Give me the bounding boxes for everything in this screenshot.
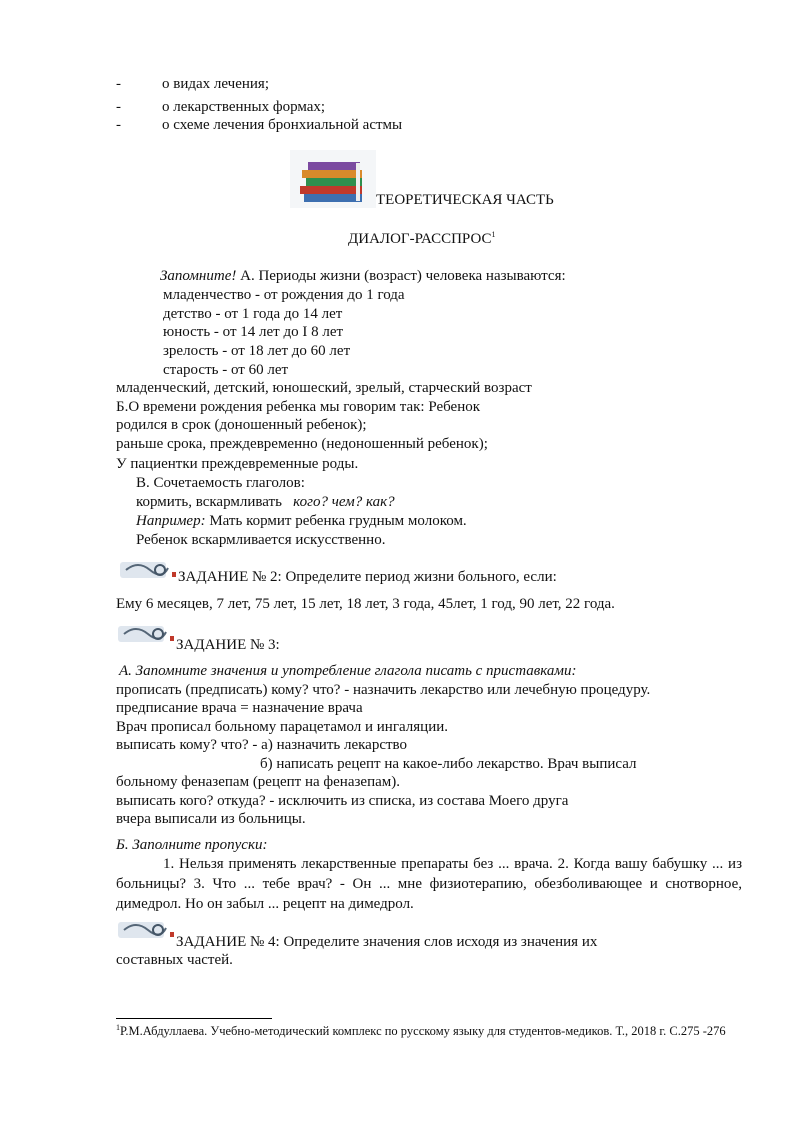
task3-a: А. Запомните значения и употребление глагола писать с приставками:: [119, 663, 577, 679]
ages-line: младенческий, детский, юношеский, зрелый, старческий возраст: [116, 380, 532, 396]
verbs-line: [136, 493, 395, 511]
example-line-2: Ребенок вскармливается искусственно.: [136, 532, 386, 548]
example-text: Мать кормит ребенка грудным молоком.: [205, 513, 467, 529]
birth-line: родился в срок (доношенный ребенок);: [116, 417, 367, 433]
footnote-ref: 1: [491, 230, 496, 239]
task3-line: вчера выписали из больницы.: [116, 811, 306, 827]
bullet-text: о схеме лечения бронхиальной астмы: [162, 117, 403, 133]
birth-line: У пациентки преждевременные роды.: [116, 456, 359, 472]
period-item: старость - от 60 лет: [163, 362, 289, 378]
verbs-title: В. Сочетаемость глаголов:: [136, 475, 305, 491]
task3-line: выписать кому? что? - а) назначить лекарство: [116, 737, 408, 753]
footnote-number: 1: [116, 1022, 120, 1032]
task3-line: предписание врача = назначение врача: [116, 700, 363, 716]
bullet-dash: -: [116, 117, 121, 133]
section-title: ТЕОРЕТИЧЕСКАЯ ЧАСТЬ: [376, 192, 554, 208]
verbs-plain: кормить, вскармливать: [136, 494, 294, 510]
bullet-text: о лекарственных формах;: [162, 99, 326, 115]
bullet-dash: -: [116, 99, 121, 115]
period-item: детство - от 1 года до 14 лет: [163, 306, 343, 322]
period-item: юность - от 14 лет до I 8 лет: [163, 324, 344, 340]
task2-text: Ему 6 месяцев, 7 лет, 75 лет, 15 лет, 18 лет, 3 года, 45лет, 1 год, 90 лет, 22 года.: [116, 596, 615, 612]
dialog-title-text: ДИАЛОГ-РАССПРОС: [348, 231, 492, 247]
footnote-text: Р.М.Абдуллаева. Учебно-методический комплекс по русскому языку для студентов-медиков. Т., 2018 г. С.275 -276: [120, 1024, 726, 1038]
task3-title: ЗАДАНИЕ № 3:: [176, 637, 280, 653]
books-stack-icon: [290, 150, 376, 208]
task4-line2: составных частей.: [116, 952, 233, 968]
footnote: [116, 1023, 746, 1040]
example-lead: Например:: [136, 513, 206, 529]
period-item: младенчество - от рождения до 1 года: [163, 287, 405, 303]
remember-text: А. Периоды жизни (возраст) человека называются:: [236, 268, 566, 284]
bullet-dash: -: [116, 76, 121, 92]
stethoscope-icon: [118, 620, 176, 648]
footnote-divider: [116, 1018, 272, 1019]
verbs-questions: кого? чем? как?: [293, 494, 395, 510]
task3-line: б) написать рецепт на какое-либо лекарство. Врач выписал: [260, 756, 637, 772]
task3-line: прописать (предписать) кому? что? - назначить лекарство или лечебную процедуру.: [116, 682, 651, 698]
task3-line: выписать кого? откуда? - исключить из списка, из состава Моего друга: [116, 793, 569, 809]
task4-title: ЗАДАНИЕ № 4: Определите значения слов исходя из значения их: [176, 934, 598, 950]
task3-line: больному феназепам (рецепт на феназепам).: [116, 774, 400, 790]
stethoscope-icon: [118, 916, 176, 944]
example-line: [136, 512, 467, 530]
stethoscope-icon: [120, 556, 178, 584]
bullet-text: о видах лечения;: [162, 76, 269, 92]
task3-b-text: 1. Нельзя применять лекарственные препараты без ... врача. 2. Когда вашу бабушку ... из больницы? 3. Что ... тебе врач? - Он ... мне физиотерапию, обезболивающее и снотворное, димедрол. Но он забыл ... рецепт на димедрол.: [116, 856, 742, 912]
birth-line: раньше срока, преждевременно (недоношенный ребенок);: [116, 436, 488, 452]
remember-line: [160, 267, 566, 285]
task3-line: Врач прописал больному парацетамол и ингаляции.: [116, 719, 448, 735]
remember-lead: Запомните!: [160, 268, 237, 284]
task2-title: ЗАДАНИЕ № 2: Определите период жизни больного, если:: [178, 569, 557, 585]
dialog-title: [348, 230, 495, 248]
birth-line: Б.О времени рождения ребенка мы говорим так: Ребенок: [116, 399, 481, 415]
period-item: зрелость - от 18 лет до 60 лет: [163, 343, 351, 359]
task3-b-title: Б. Заполните пропуски:: [116, 837, 268, 853]
